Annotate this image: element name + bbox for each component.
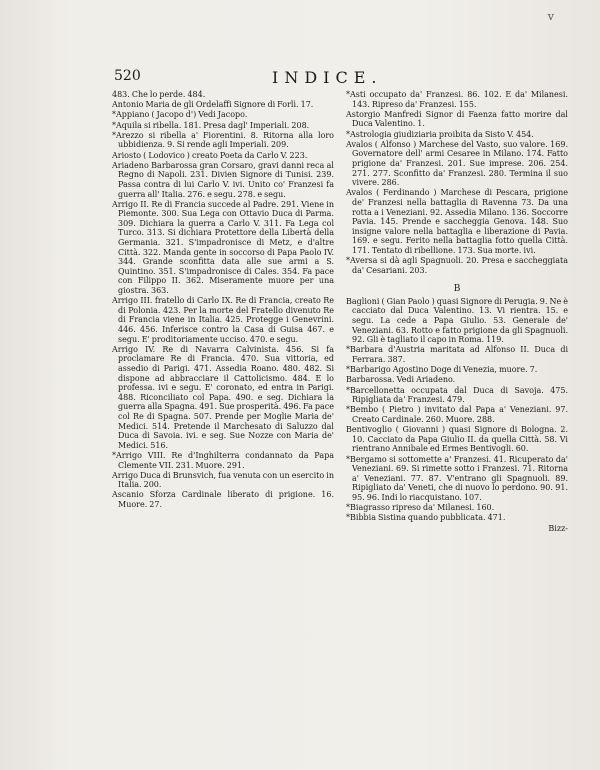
index-entry: *Arrigo VIII. Re d'Inghilterra condannato da Papa Clemente VII. 231. Muore. 291. — [112, 450, 334, 470]
index-entry: *Asti occupato da' Franzesi. 86. 102. E da' Milanesi. 143. Ripreso da' Franzesi. 155. — [346, 90, 568, 109]
index-entry: *Barbara d'Austria maritata ad Alfonso II. Duca di Ferrara. 387. — [346, 345, 568, 364]
index-entry: Bentivoglio ( Giovanni ) quasi Signore di Bologna. 2. 10. Cacciato da Papa Giulio II. da quella Città. 58. Vi rientrano Annibale ed Ermes Bentivogli. 60. — [346, 425, 568, 454]
index-entry: 483. Che lo perde. 484. — [112, 90, 206, 99]
index-entry: *Aversa si dà agli Spagnuoli. 20. Presa e saccheggiata da' Cesariani. 203. — [346, 256, 568, 275]
catchword: Bizz- — [548, 523, 568, 533]
index-entry: Avalos ( Ferdinando ) Marchese di Pescara, prigione de' Franzesi nella battaglia di Ravenna 73. Da una rotta a i Veneziani. 92. Assedia Milano. 136. Soccorre Pavia. 145. Prende e saccheggia Genova. 148. Suo insigne valore nella battaglia e liberazione di Pavia. 169. e segu. Ferito nella battaglia fotto quella Città. 171. Tentato di ribellione. 173. Sua morte. ivi. — [346, 188, 568, 255]
index-entry: *Biagrasso ripreso da' Milanesi. 160. — [346, 503, 495, 513]
index-entry: Barbarossa. Vedi Ariadeno. — [346, 375, 456, 385]
index-entry: Arrigo III. fratello di Carlo IX. Re di Francia, creato Re di Polonia. 423. Per la morte del Fratello divenuto Re di Francia viene in Italia. 425. Protegge i Genevrini. 446. 456. Inferisce contro la Casa di Guisa 467. e segu. E' proditoriamente ucciso. 470. e segu. — [112, 296, 334, 344]
left-column — [112, 90, 334, 510]
index-entry: *Bembo ( Pietro ) invitato dal Papa a' Veneziani. 97. Creato Cardinale. 260. Muore. 288. — [346, 405, 568, 424]
page-number: 520 — [114, 68, 141, 84]
index-entry: *Astrologia giudiziaria proibita da Sisto V. 454. — [346, 129, 534, 139]
index-entry: *Appiano ( Jacopo d') Vedi Jacopo. — [112, 110, 248, 120]
signature-mark: v — [547, 10, 554, 23]
index-entry: Avalos ( Alfonso ) Marchese del Vasto, suo valore. 169. Governatore dell' armi Cesaree in Milano. 174. Fatto prigione da' Franzesi. 201. Sue imprese. 206. 254. 271. 277. Sconfitto da' Franzesi. 280. Termina il suo vivere. 286. — [346, 139, 568, 188]
right-column — [346, 90, 568, 533]
index-entry: Arrigo IV. Re di Navarra Calvinista. 456. Si fa proclamare Re di Francia. 470. Sua vittoria, ed assedio di Parigi. 471. Assedia Roano. 480. 482. Si dispone ad abbracciare il Cattolicismo. 484. E lo professa. ivi e segu. E' coronato, ed entra in Parigi. 488. Riconciliato col Papa. 490. e seg. Dichiara la guerra alla Spagna. 491. Sue prosperità. 496. Fa pace col Re di Spagna. 507. Prende per Moglie Maria de' Medici. 514. Pretende il Marchesato di Saluzzo dal Duca di Savoia. ivi. e seg. Sue Nozze con Maria de' Medici. 516. — [112, 344, 334, 450]
index-entry: *Aquila si ribella. 181. Presa dagl' Imperiali. 208. — [112, 120, 310, 130]
index-entry: *Arezzo si ribella a' Fiorentini. 8. Ritorna alla loro ubbidienza. 9. Si rende agli Imperiali. 209. — [112, 130, 334, 150]
index-entry: Astorgio Manfredi Signor di Faenza fatto morire dal Duca Valentino. 1. — [346, 109, 568, 129]
index-entry: *Bergamo si sottomette a' Franzesi. 41. Ricuperato da' Veneziani. 69. Si rimette sotto i Franzesi. 71. Ritorna a' Veneziani. 77. 87. V'entrano gli Spagnuoli. 89. Ripigliato da' Veneti, che di nuovo lo perdono. 90. 91. 95. 96. Indi lo riacquistano. 107. — [346, 454, 568, 502]
index-entry: Ariosto ( Lodovico ) creato Poeta da Carlo V. 223. — [112, 150, 308, 160]
page-title: INDICE. — [272, 68, 383, 87]
page-header — [114, 10, 554, 88]
section-letter: B — [453, 284, 461, 295]
index-entry: *Bibbia Sistina quando pubblicata. 471. — [346, 513, 506, 523]
index-entry: Antonio Maria de gli Ordelaffi Signore di Forlì. 17. — [112, 100, 314, 110]
index-entry: Ascanio Sforza Cardinale liberato di prigione. 16. Muore. 27. — [112, 490, 334, 510]
index-entry: *Barbarigo Agostino Doge di Venezia, muore. 7. — [346, 365, 538, 375]
index-entry: Arrigo II. Re di Francia succede al Padre. 291. Viene in Piemonte. 300. Sua Lega con Ottavio Duca di Parma. 309. Dichiara la guerra a Carlo V. 311. Fa Lega col Turco. 313. Si dichiara Protettore della Libertà della Germania. 321. S'impadronisce di Metz, e d'altre Città. 322. Manda gente in soccorso di Papa Paolo IV. 344. Grande sconfitta data alle sue armi a S. Quintino. 351. S'impadronisce di Cales. 354. Fa pace con Filippo II. 362. Miseramente muore per una giostra. 363. — [112, 199, 334, 296]
index-entry: Ariadeno Barbarossa gran Corsaro, gravi danni reca al Regno di Napoli. 231. Divien Signore di Tunisi. 239. Passa contra di lui Carlo V. ivi. Unito co' Franzesi fa guerra all' Italia. 276. e segu. 278. e segu. — [112, 160, 334, 199]
index-entry: Baglioni ( Gian Paolo ) quasi Signore di Perugia. 9. Ne è cacciato dal Duca Valentino. 13. Vi rientra. 15. e segu. La cede a Papa Giulio. 53. Generale de' Veneziani. 63. Rotto e fatto prigione da gli Spagnuoli. 92. Gli è tagliato il capo in Roma. 119. — [346, 296, 568, 345]
index-entry: *Barcellonetta occupata dal Duca di Savoja. 475. Ripigliata da' Franzesi. 479. — [346, 385, 568, 405]
index-entry: Arrigo Duca di Brunsvich, fua venuta con un esercito in Italia. 200. — [112, 470, 334, 490]
